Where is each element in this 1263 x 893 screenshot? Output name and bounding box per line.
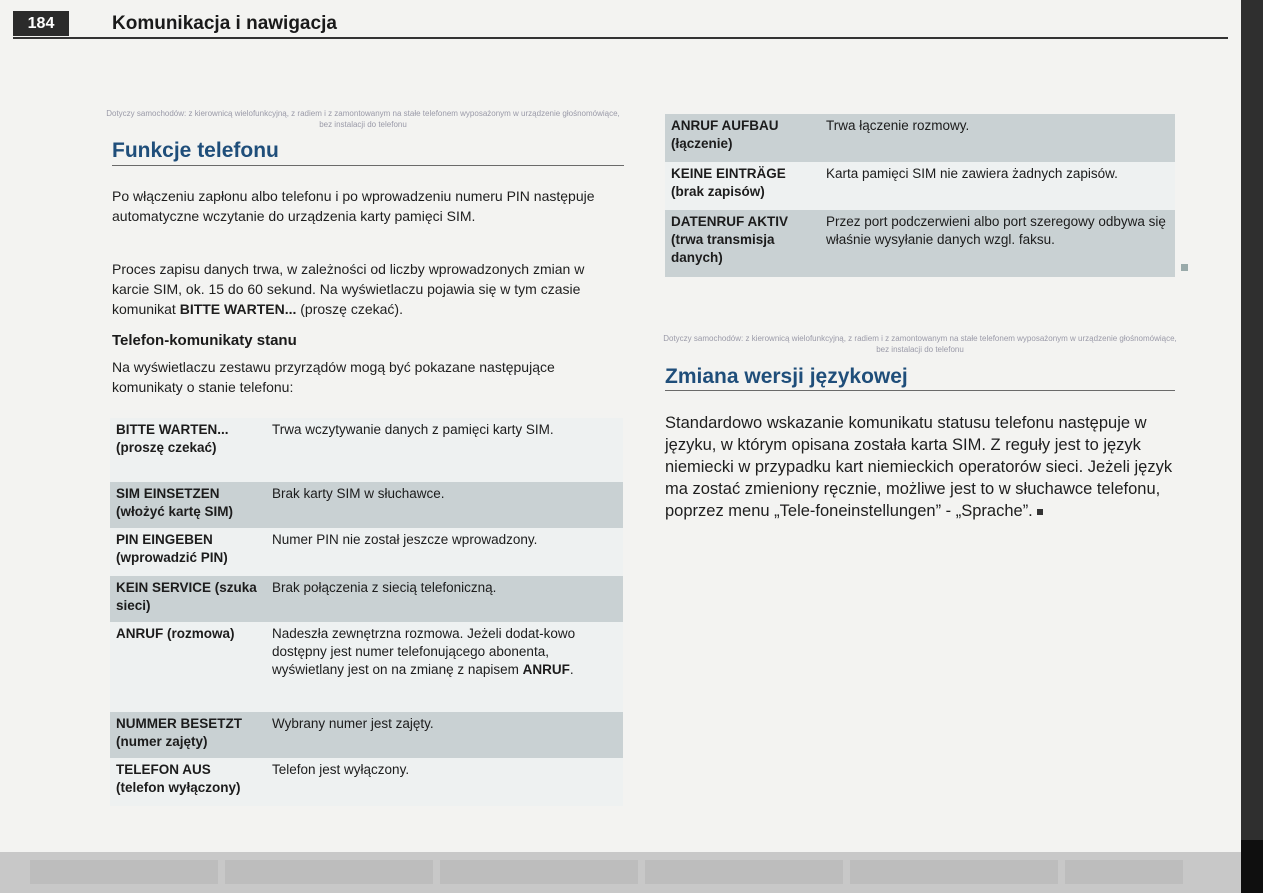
paragraph-3: Na wyświetlaczu zestawu przyrządów mogą być pokazane następujące komunikaty o stanie telefonu:	[112, 359, 555, 395]
footer-tab	[850, 860, 1058, 884]
status-key: KEIN SERVICE (szuka sieci)	[110, 576, 266, 622]
applicability-note: Dotyczy samochodów: z kierownicą wielofunkcyjną, z radiem i z zamontowanym na stałe telefonem wyposażonym w urządzenie głośnomówiące, bez instalacji do telefonu	[106, 109, 620, 129]
table-row	[665, 210, 1175, 277]
table-row	[110, 482, 623, 528]
table-row	[110, 576, 623, 622]
section-rule	[112, 165, 624, 166]
section-title-language: Zmiana wersji językowej	[665, 365, 908, 388]
status-value: Nadeszła zewnętrzna rozmowa. Jeżeli dodat-kowo dostępny jest numer telefonującego abonenta, wyświetlany jest on na zmianę z napisem ANRUF.	[266, 622, 623, 712]
table-row	[110, 418, 623, 482]
paragraph-2: Proces zapisu danych trwa, w zależności od liczby wprowadzonych zmian w karcie SIM, ok. 15 do 60 sekund. Na wyświetlaczu pojawia się w tym czasie komunikat BITTE WARTEN... (proszę czekać).	[112, 261, 585, 317]
footer-tab	[30, 860, 218, 884]
status-table-left	[110, 418, 623, 806]
status-value: Numer PIN nie został jeszcze wprowadzony.	[266, 528, 623, 576]
status-key: NUMMER BESETZT (numer zajęty)	[110, 712, 266, 758]
status-key: DATENRUF AKTIV (trwa transmisja danych)	[665, 210, 820, 277]
status-key: KEINE EINTRÄGE (brak zapisów)	[665, 162, 820, 210]
paragraph-1: Po włączeniu zapłonu albo telefonu i po wprowadzeniu numeru PIN następuje automatyczne wczytanie do urządzenia karty pamięci SIM.	[112, 188, 595, 224]
paragraph-language: Standardowo wskazanie komunikatu statusu telefonu następuje w języku, w którym opisana została karta SIM. Z reguły jest to język niemiecki w przypadku kart niemieckich operatorów sieci. Jeżeli język ma zostać zmieniony ręcznie, możliwe jest to w słuchawce telefonu, poprzez menu „Tele-foneinstellungen” - „Sprache”.	[665, 414, 1173, 520]
table-row	[665, 114, 1175, 162]
status-key: PIN EINGEBEN (wprowadzić PIN)	[110, 528, 266, 576]
status-value: Trwa łączenie rozmowy.	[820, 114, 1175, 162]
header-rule	[13, 37, 1228, 39]
status-key: ANRUF AUFBAU (łączenie)	[665, 114, 820, 162]
end-marker-icon	[1037, 509, 1043, 515]
footer-tab	[645, 860, 843, 884]
status-key: SIM EINSETZEN (włożyć kartę SIM)	[110, 482, 266, 528]
status-value: Trwa wczytywanie danych z pamięci karty SIM.	[266, 418, 623, 482]
status-value: Przez port podczerwieni albo port szeregowy odbywa się właśnie wysyłanie danych wzgl. faksu.	[820, 210, 1175, 277]
footer-tab	[440, 860, 638, 884]
chapter-title: Komunikacja i nawigacja	[112, 13, 337, 34]
page-edge	[1241, 0, 1263, 893]
page-edge-dark	[1241, 840, 1263, 893]
applicability-note: Dotyczy samochodów: z kierownicą wielofunkcyjną, z radiem i z zamontowanym na stałe telefonem wyposażonym w urządzenie głośnomówiące, bez instalacji do telefonu	[663, 334, 1177, 354]
subsection-title: Telefon-komunikaty stanu	[112, 332, 297, 349]
end-marker	[1181, 264, 1188, 271]
status-key: ANRUF (rozmowa)	[110, 622, 266, 712]
status-value: Karta pamięci SIM nie zawiera żadnych zapisów.	[820, 162, 1175, 210]
page-number: 184	[13, 11, 69, 36]
section-title-phone-functions: Funkcje telefonu	[112, 139, 279, 162]
status-value: Brak połączenia z siecią telefoniczną.	[266, 576, 623, 622]
footer-tab	[225, 860, 433, 884]
status-value: Wybrany numer jest zajęty.	[266, 712, 623, 758]
status-value: Brak karty SIM w słuchawce.	[266, 482, 623, 528]
table-row	[110, 622, 623, 712]
status-key: BITTE WARTEN...(proszę czekać)	[110, 418, 266, 482]
table-row	[110, 758, 623, 806]
status-value: Telefon jest wyłączony.	[266, 758, 623, 806]
status-table-right	[665, 114, 1175, 277]
table-row	[110, 712, 623, 758]
footer-tab	[1065, 860, 1183, 884]
table-row	[665, 162, 1175, 210]
section-rule	[665, 390, 1175, 391]
table-row	[110, 528, 623, 576]
status-key: TELEFON AUS (telefon wyłączony)	[110, 758, 266, 806]
